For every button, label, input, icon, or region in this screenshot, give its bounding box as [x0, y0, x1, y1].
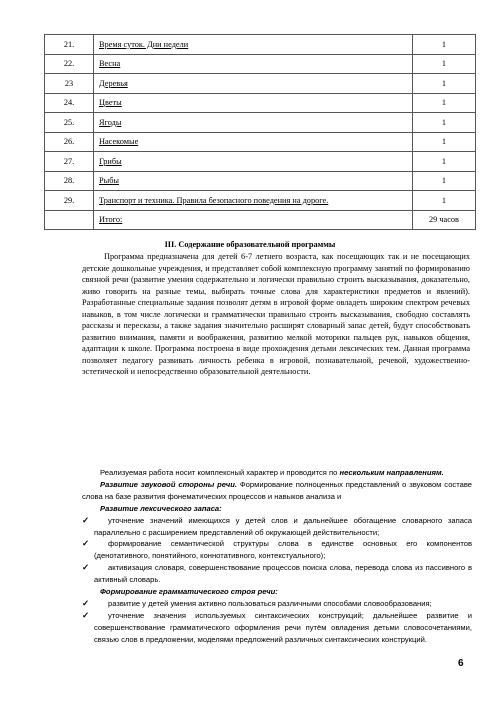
table-row [45, 132, 476, 152]
sound-side-text: Формирование полноценных представлений о звуковом составе слова на базе развития фонематических процессов и навыков анализа и [82, 479, 472, 501]
topic-link[interactable]: Грибы [99, 156, 122, 166]
total-hours: 29 часов [413, 210, 476, 230]
list-item-text: активизация словаря, совершенствование процессов поиска слова, перевода слова из пассивного в активный словарь. [94, 563, 472, 585]
table-row [45, 74, 476, 94]
list-item-text: уточнение значения используемых синтаксических конструкций; дальнейшее развитие и совершенствование грамматического оформления речи путём овладения детьми словосочетаниями, связью слов в предложении, моделями предложений различных синтаксических конструкций. [94, 610, 472, 644]
topic-link[interactable]: Ягоды [99, 117, 122, 127]
row-number: 29. [45, 191, 94, 211]
table-row [45, 113, 476, 133]
topic-link[interactable]: Время суток. Дни недели [99, 39, 189, 49]
lexical-heading: Развитие лексического запаса: [100, 503, 222, 513]
row-number: 21. [45, 35, 94, 55]
topic-link[interactable]: Транспорт и техника. Правила безопасного поведения на дороге. [99, 195, 329, 205]
empty-cell [45, 210, 94, 230]
grammar-heading: Формирование грамматического строя речи: [100, 587, 278, 597]
row-hours: 1 [413, 191, 476, 211]
checkmark-icon: ✓ [82, 609, 90, 620]
row-hours: 1 [413, 113, 476, 133]
total-label: Итого: [99, 215, 123, 225]
checkmark-icon: ✓ [82, 514, 90, 525]
table-row [45, 35, 476, 55]
list-item [82, 598, 472, 610]
row-hours: 1 [413, 54, 476, 74]
page-number: 6 [458, 658, 464, 669]
table-row [45, 152, 476, 172]
row-hours: 1 [413, 171, 476, 191]
complex-note-emphasis: нескольким направлениям. [339, 468, 444, 477]
topic-link[interactable]: Весна [99, 59, 121, 69]
list-item [82, 515, 472, 539]
topic-link[interactable]: Рыбы [99, 176, 119, 186]
table-row [45, 191, 476, 211]
row-hours: 1 [413, 74, 476, 94]
topics-table [44, 34, 476, 230]
list-item [82, 562, 472, 586]
row-number: 22. [45, 54, 94, 74]
section-title: III. Содержание образовательной программы [164, 240, 336, 249]
row-hours: 1 [413, 132, 476, 152]
row-number: 28. [45, 171, 94, 191]
list-item-text: уточнение значений имеющихся у детей слов и дальнейшее обогащение словарного запаса параллельно с расширением представлений об окружающей действительности; [94, 515, 472, 537]
complex-note [82, 467, 472, 479]
program-directions [82, 467, 472, 646]
row-number: 24. [45, 93, 94, 113]
topic-link[interactable]: Деревья [99, 78, 128, 88]
intro-paragraph: Программа предназначена для детей 6-7 летнего возраста, как посещающих так и не посещающих детские дошкольные учреждения, и представляет собой комплексную программу занятий по формированию связной речи (развитие умения содержательно и логически правильно строить высказывания, доказательно, живо говорить на разные темы, выбирать точные слова для характеристики предметов и явлений). Разработанные специальные задания позволят детям в игровой форме овладеть широким спектром речевых навыков, в том числе логически и грамматически правильно строить высказывания, свободно составлять рассказы и пересказы, а также задания значительно расширят словарный запас детей, будут способствовать развитию внимания, памяти и воображения, развитию мелкой моторики пальцев рук, навыков общения, адаптации к школе. Программа построена в виде прохождения детьми лексических тем. Данная программа позволяет педагогу развивать личность ребенка в игровой, познавательной, речевой, художественно-эстетической и непосредственно образовательной деятельности. [82, 252, 470, 377]
checkmark-icon: ✓ [82, 538, 90, 549]
table-row [45, 171, 476, 191]
topic-link[interactable]: Насекомые [99, 137, 139, 147]
table-row [45, 54, 476, 74]
list-item [82, 538, 472, 562]
list-item-text: развитие у детей умения активно пользоваться различными способами словообразования; [108, 598, 432, 608]
row-number: 26. [45, 132, 94, 152]
row-number: 27. [45, 152, 94, 172]
table-total-row [45, 210, 476, 230]
row-hours: 1 [413, 93, 476, 113]
sound-side-paragraph [82, 479, 472, 503]
sound-side-heading: Развитие звуковой стороны речи. [100, 479, 237, 489]
row-hours: 1 [413, 35, 476, 55]
row-hours: 1 [413, 152, 476, 172]
checkmark-icon: ✓ [82, 597, 90, 608]
checkmark-icon: ✓ [82, 562, 90, 573]
list-item-text: формирование семантической структуры слова в единстве основных его компонентов (денотативного, понятийного, коннотативного, контекстуального); [94, 539, 472, 561]
topic-link[interactable]: Цветы [99, 98, 122, 108]
complex-note-text: Реализуемая работа носит комплексный характер и проводится по [100, 468, 340, 477]
list-item [82, 610, 472, 646]
table-row [45, 93, 476, 113]
row-number: 25. [45, 113, 94, 133]
row-number: 23 [45, 74, 94, 94]
